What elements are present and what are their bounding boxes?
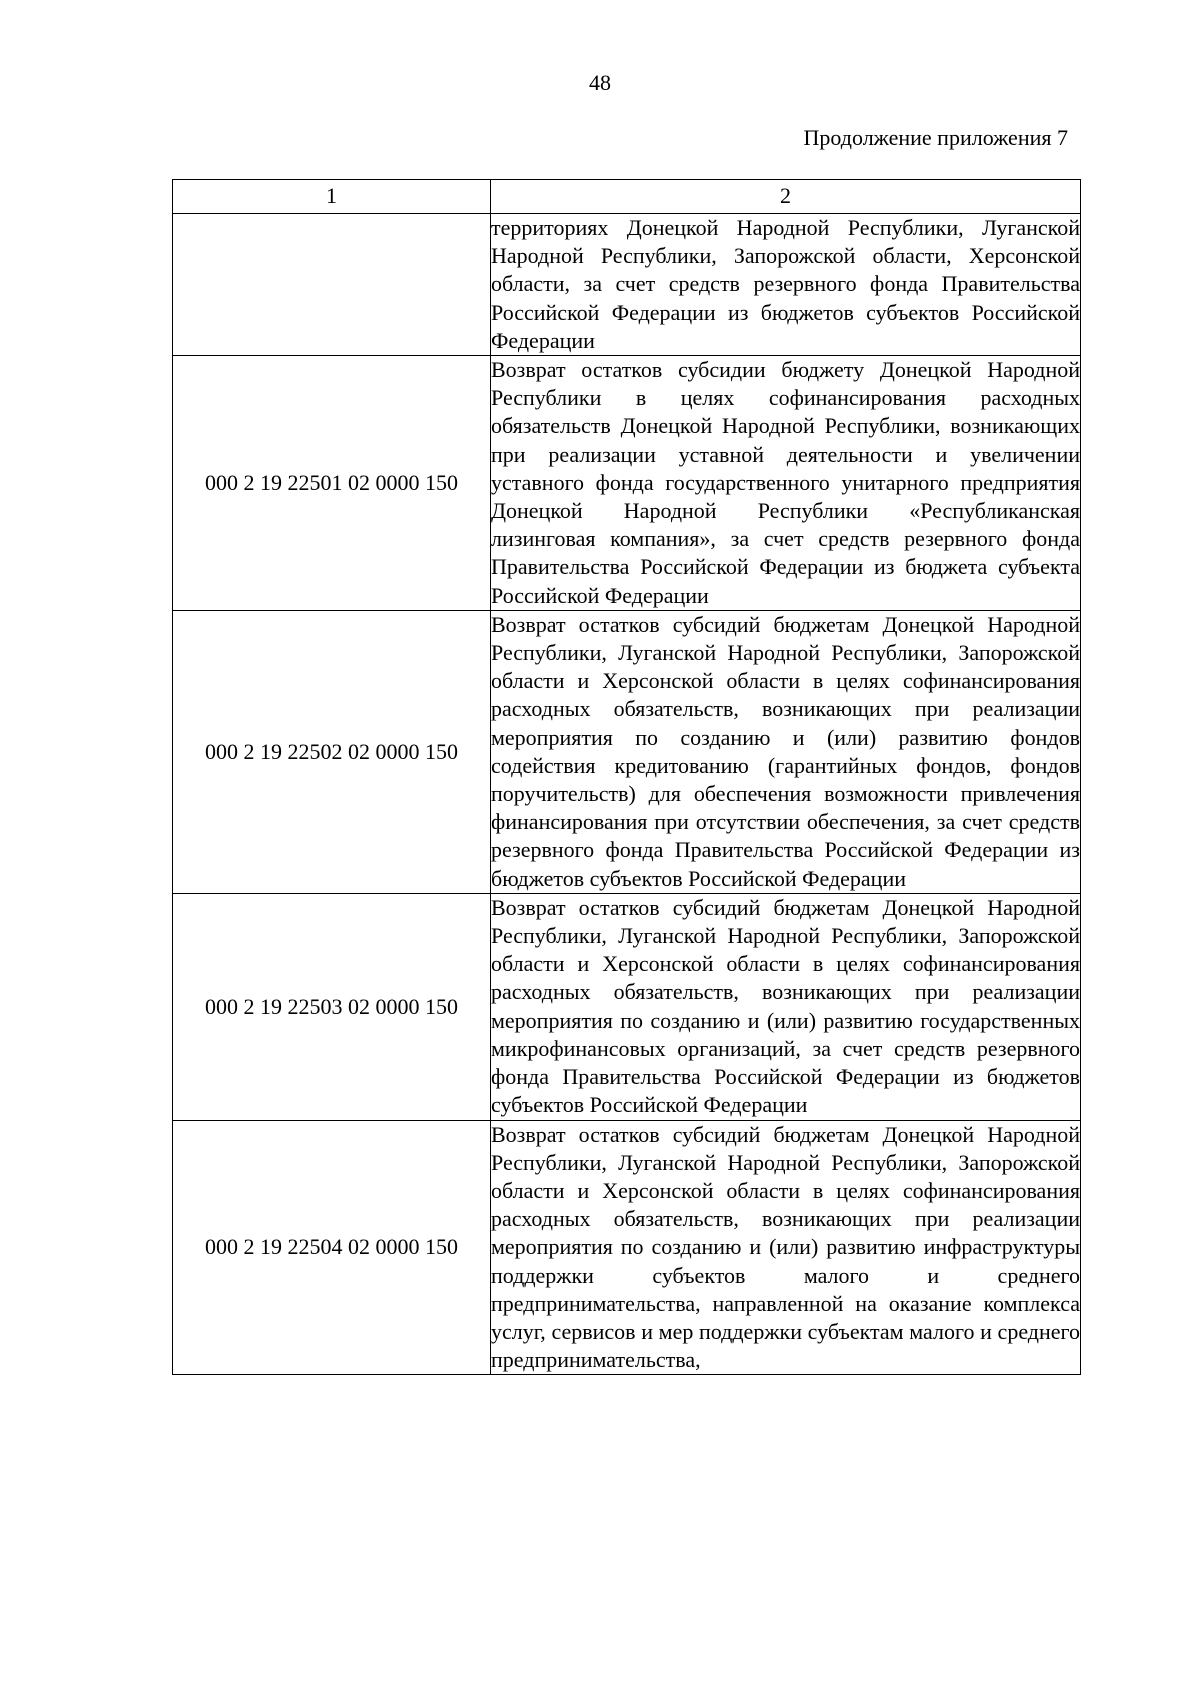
column-header-1: 1 — [173, 180, 491, 214]
table-row — [173, 214, 1081, 356]
row-code: 000 2 19 22504 02 0000 150 — [173, 1120, 491, 1375]
row-description: Возврат остатков субсидий бюджетам Донецкой Народной Республики, Луганской Народной Республики, Запорожской области и Херсонской области в целях софинансирования расходных обязательств, возникающих при реализации мероприятия по созданию и (или) развитию государственных микрофинансовых организаций, за счет средств резервного фонда Правительства Российской Федерации из бюджетов субъектов Российской Федерации — [491, 893, 1081, 1120]
row-code: 000 2 19 22501 02 0000 150 — [173, 356, 491, 611]
budget-codes-table — [172, 179, 1081, 1375]
table-row — [173, 1120, 1081, 1375]
row-description: Возврат остатков субсидий бюджетам Донецкой Народной Республики, Луганской Народной Республики, Запорожской области и Херсонской области в целях софинансирования расходных обязательств, возникающих при реализации мероприятия по созданию и (или) развитию фондов содействия кредитованию (гарантийных фондов, фондов поручительств) для обеспечения возможности привлечения финансирования при отсутствии обеспечения, за счет средств резервного фонда Правительства Российской Федерации из бюджетов субъектов Российской Федерации — [491, 610, 1081, 893]
row-code: 000 2 19 22503 02 0000 150 — [173, 893, 491, 1120]
appendix-continuation-note: Продолжение приложения 7 — [803, 125, 1068, 150]
table-row — [173, 893, 1081, 1120]
table-row — [173, 356, 1081, 611]
row-code: 000 2 19 22502 02 0000 150 — [173, 610, 491, 893]
row-code — [173, 214, 491, 356]
page-number: 48 — [589, 70, 611, 95]
row-description: Возврат остатков субсидий бюджетам Донецкой Народной Республики, Луганской Народной Республики, Запорожской области и Херсонской области в целях софинансирования расходных обязательств, возникающих при реализации мероприятия по созданию и (или) развитию инфраструктуры поддержки субъектов малого и среднего предпринимательства, направленной на оказание комплекса услуг, сервисов и мер поддержки субъектам малого и среднего предпринимательства, — [491, 1120, 1081, 1375]
row-description: территориях Донецкой Народной Республики, Луганской Народной Республики, Запорожской области, Херсонской области, за счет средств резервного фонда Правительства Российской Федерации из бюджетов субъектов Российской Федерации — [491, 214, 1081, 356]
table-header-row — [173, 180, 1081, 214]
column-header-2: 2 — [491, 180, 1081, 214]
row-description: Возврат остатков субсидии бюджету Донецкой Народной Республики в целях софинансирования расходных обязательств Донецкой Народной Республики, возникающих при реализации уставной деятельности и увеличении уставного фонда государственного унитарного предприятия Донецкой Народной Республики «Республиканская лизинговая компания», за счет средств резервного фонда Правительства Российской Федерации из бюджета субъекта Российской Федерации — [491, 356, 1081, 611]
table-row — [173, 610, 1081, 893]
